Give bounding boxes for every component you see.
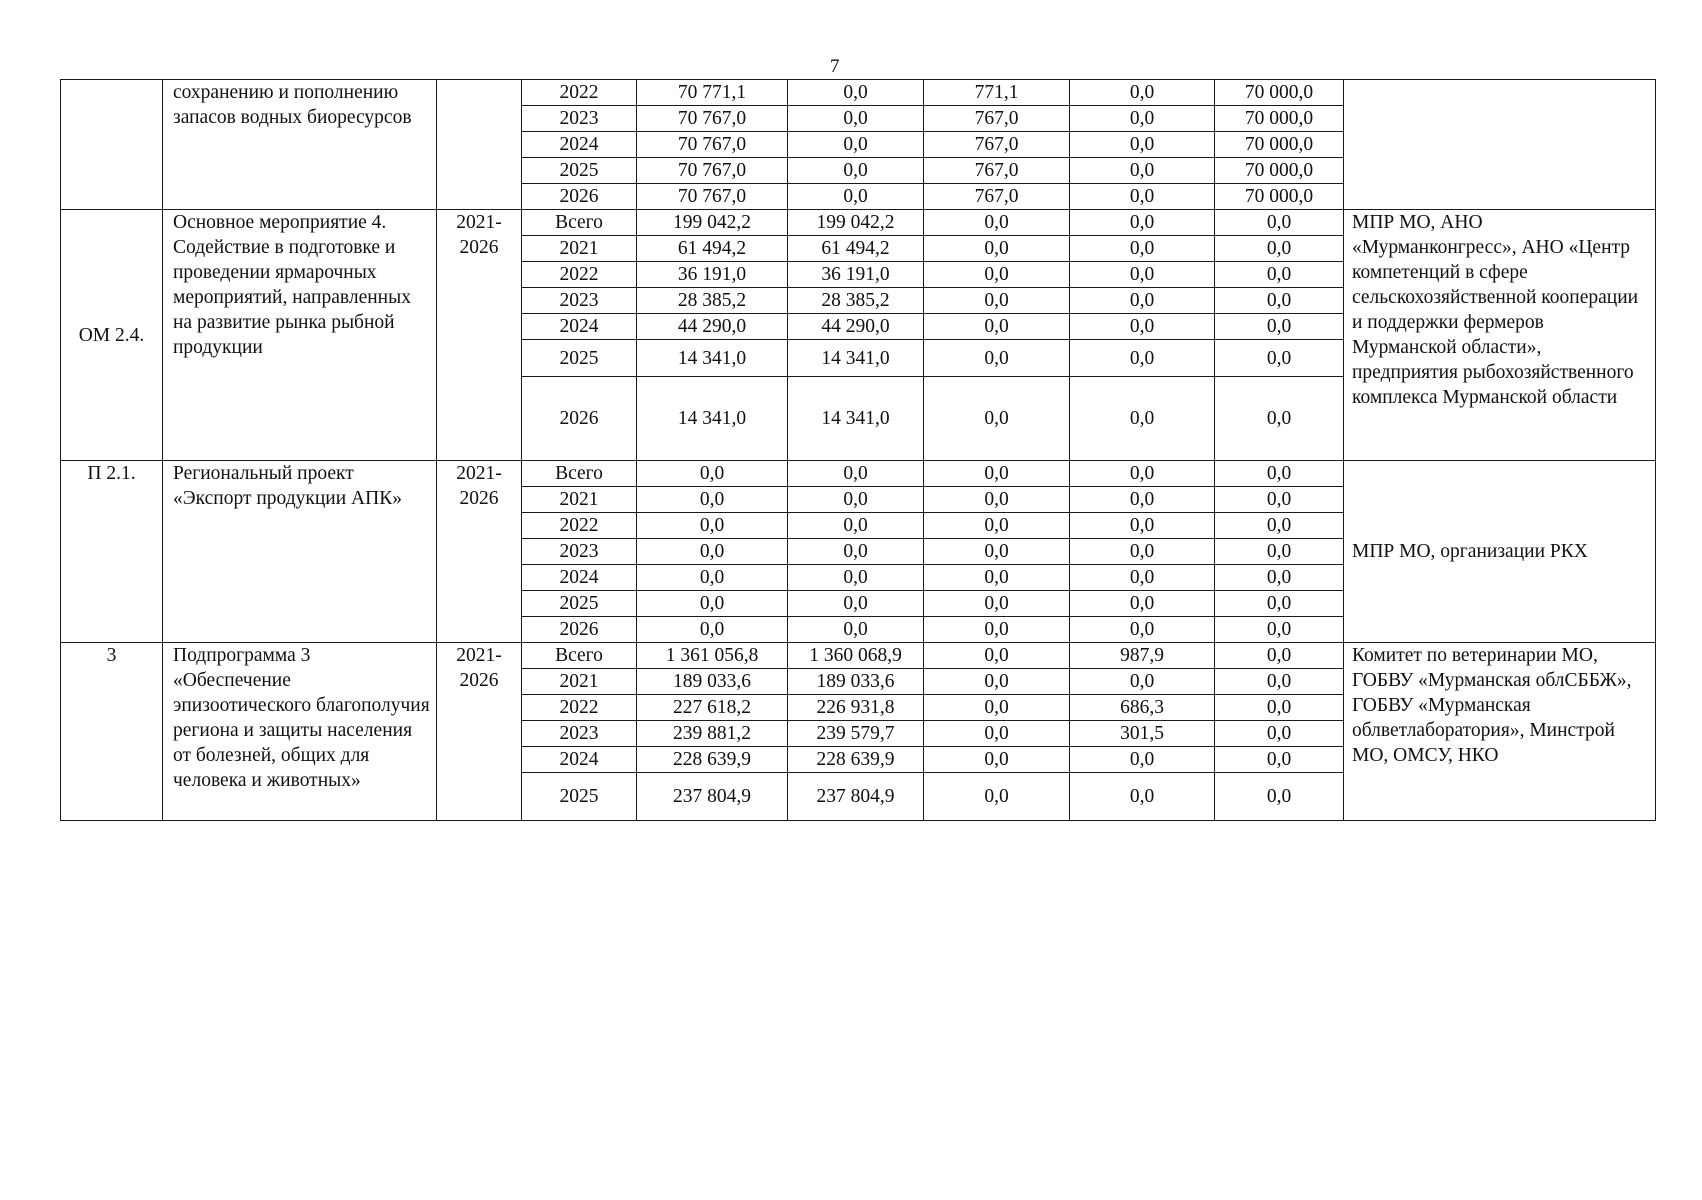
value-cell-c4: 0,0	[1215, 262, 1344, 288]
value-cell-c1: 0,0	[788, 565, 924, 591]
value-cell-c4: 0,0	[1215, 539, 1344, 565]
value-cell-c4: 70 000,0	[1215, 184, 1344, 210]
row-code: ОМ 2.4.	[61, 210, 163, 461]
value-cell-c4: 0,0	[1215, 210, 1344, 236]
value-cell-c4: 70 000,0	[1215, 106, 1344, 132]
value-cell-c3: 0,0	[1070, 132, 1215, 158]
row-year: 2021	[522, 487, 637, 513]
value-cell-c2: 0,0	[924, 721, 1070, 747]
value-cell-c2: 767,0	[924, 184, 1070, 210]
row-year: 2023	[522, 539, 637, 565]
value-cell-total: 0,0	[637, 513, 788, 539]
value-cell-c2: 767,0	[924, 132, 1070, 158]
value-cell-total: 70 767,0	[637, 184, 788, 210]
value-cell-c1: 14 341,0	[788, 377, 924, 461]
value-cell-total: 0,0	[637, 539, 788, 565]
row-period: 2021-2026	[437, 461, 522, 643]
value-cell-c3: 0,0	[1070, 288, 1215, 314]
value-cell-c2: 0,0	[924, 288, 1070, 314]
value-cell-c1: 0,0	[788, 132, 924, 158]
row-year: 2022	[522, 262, 637, 288]
value-cell-c4: 0,0	[1215, 773, 1344, 821]
row-year: 2024	[522, 565, 637, 591]
row-period: 2021-2026	[437, 643, 522, 821]
value-cell-c3: 0,0	[1070, 487, 1215, 513]
table-row	[61, 643, 1656, 669]
value-cell-c3: 0,0	[1070, 80, 1215, 106]
value-cell-total: 0,0	[637, 565, 788, 591]
value-cell-total: 28 385,2	[637, 288, 788, 314]
value-cell-total: 0,0	[637, 591, 788, 617]
value-cell-c1: 237 804,9	[788, 773, 924, 821]
value-cell-c1: 0,0	[788, 106, 924, 132]
row-year: 2024	[522, 747, 637, 773]
value-cell-c3: 0,0	[1070, 747, 1215, 773]
value-cell-c2: 0,0	[924, 236, 1070, 262]
value-cell-c3: 0,0	[1070, 377, 1215, 461]
row-code: П 2.1.	[61, 461, 163, 643]
value-cell-c2: 0,0	[924, 210, 1070, 236]
value-cell-total: 1 361 056,8	[637, 643, 788, 669]
value-cell-c1: 0,0	[788, 617, 924, 643]
value-cell-c1: 14 341,0	[788, 340, 924, 377]
value-cell-c2: 0,0	[924, 669, 1070, 695]
value-cell-c1: 226 931,8	[788, 695, 924, 721]
row-year: 2025	[522, 591, 637, 617]
value-cell-c3: 0,0	[1070, 106, 1215, 132]
value-cell-total: 61 494,2	[637, 236, 788, 262]
value-cell-c1: 189 033,6	[788, 669, 924, 695]
table-row	[61, 210, 1656, 236]
value-cell-c4: 0,0	[1215, 487, 1344, 513]
value-cell-c1: 0,0	[788, 461, 924, 487]
value-cell-c1: 0,0	[788, 80, 924, 106]
row-year: Всего	[522, 461, 637, 487]
value-cell-total: 199 042,2	[637, 210, 788, 236]
value-cell-c1: 61 494,2	[788, 236, 924, 262]
row-year: 2021	[522, 669, 637, 695]
value-cell-total: 0,0	[637, 461, 788, 487]
value-cell-c3: 0,0	[1070, 210, 1215, 236]
value-cell-c3: 0,0	[1070, 591, 1215, 617]
row-executors: Комитет по ветеринарии МО, ГОБВУ «Мурманская облСББЖ», ГОБВУ «Мурманская облветлаборатория», Минстрой МО, ОМСУ, НКО	[1344, 643, 1656, 821]
value-cell-c1: 0,0	[788, 539, 924, 565]
table-body	[61, 80, 1656, 821]
value-cell-c1: 0,0	[788, 513, 924, 539]
value-cell-c4: 0,0	[1215, 565, 1344, 591]
value-cell-c2: 771,1	[924, 80, 1070, 106]
value-cell-c3: 0,0	[1070, 539, 1215, 565]
value-cell-c2: 767,0	[924, 158, 1070, 184]
value-cell-c2: 0,0	[924, 565, 1070, 591]
value-cell-c4: 0,0	[1215, 695, 1344, 721]
value-cell-c2: 0,0	[924, 461, 1070, 487]
value-cell-c2: 0,0	[924, 591, 1070, 617]
value-cell-c1: 239 579,7	[788, 721, 924, 747]
value-cell-c1: 0,0	[788, 184, 924, 210]
value-cell-c4: 0,0	[1215, 721, 1344, 747]
value-cell-c2: 767,0	[924, 106, 1070, 132]
value-cell-c3: 0,0	[1070, 513, 1215, 539]
value-cell-total: 0,0	[637, 617, 788, 643]
value-cell-c1: 44 290,0	[788, 314, 924, 340]
value-cell-c1: 36 191,0	[788, 262, 924, 288]
value-cell-total: 70 771,1	[637, 80, 788, 106]
row-year: 2026	[522, 184, 637, 210]
value-cell-c2: 0,0	[924, 539, 1070, 565]
row-description: Региональный проект «Экспорт продукции АПК»	[163, 461, 437, 643]
value-cell-c3: 0,0	[1070, 184, 1215, 210]
value-cell-c2: 0,0	[924, 773, 1070, 821]
value-cell-c2: 0,0	[924, 262, 1070, 288]
row-year: 2026	[522, 377, 637, 461]
row-code	[61, 80, 163, 210]
row-year: 2025	[522, 158, 637, 184]
value-cell-c2: 0,0	[924, 747, 1070, 773]
value-cell-total: 239 881,2	[637, 721, 788, 747]
row-description: Подпрограмма 3 «Обеспечение эпизоотического благополучия региона и защиты населения от болезней, общих для человека и животных»	[163, 643, 437, 821]
value-cell-c2: 0,0	[924, 377, 1070, 461]
value-cell-total: 0,0	[637, 487, 788, 513]
value-cell-c1: 0,0	[788, 487, 924, 513]
value-cell-total: 44 290,0	[637, 314, 788, 340]
value-cell-total: 70 767,0	[637, 132, 788, 158]
value-cell-c2: 0,0	[924, 617, 1070, 643]
row-year: 2021	[522, 236, 637, 262]
value-cell-c4: 0,0	[1215, 377, 1344, 461]
value-cell-c3: 0,0	[1070, 461, 1215, 487]
value-cell-c3: 0,0	[1070, 669, 1215, 695]
value-cell-total: 189 033,6	[637, 669, 788, 695]
row-executors: МПР МО, организации РКХ	[1344, 461, 1656, 643]
value-cell-c2: 0,0	[924, 695, 1070, 721]
row-description: Основное мероприятие 4. Содействие в подготовке и проведении ярмарочных мероприятий, направленных на развитие рынка рыбной продукции	[163, 210, 437, 461]
value-cell-c2: 0,0	[924, 487, 1070, 513]
row-year: 2025	[522, 340, 637, 377]
value-cell-c3: 0,0	[1070, 617, 1215, 643]
value-cell-total: 14 341,0	[637, 377, 788, 461]
value-cell-c4: 0,0	[1215, 643, 1344, 669]
row-year: 2022	[522, 513, 637, 539]
value-cell-c4: 70 000,0	[1215, 132, 1344, 158]
value-cell-c4: 0,0	[1215, 340, 1344, 377]
value-cell-c3: 301,5	[1070, 721, 1215, 747]
value-cell-c4: 0,0	[1215, 513, 1344, 539]
value-cell-c4: 0,0	[1215, 747, 1344, 773]
value-cell-c1: 199 042,2	[788, 210, 924, 236]
row-year: 2022	[522, 80, 637, 106]
row-executors: МПР МО, АНО «Мурманконгресс», АНО «Центр компетенций в сфере сельскохозяйственной кооперации и поддержки фермеров Мурманской области», предприятия рыбохозяйственного комплекса Мурманской области	[1344, 210, 1656, 461]
value-cell-c4: 0,0	[1215, 461, 1344, 487]
value-cell-c3: 0,0	[1070, 565, 1215, 591]
value-cell-c3: 0,0	[1070, 236, 1215, 262]
row-year: 2023	[522, 721, 637, 747]
value-cell-c2: 0,0	[924, 340, 1070, 377]
value-cell-c1: 228 639,9	[788, 747, 924, 773]
value-cell-c4: 0,0	[1215, 288, 1344, 314]
row-executors	[1344, 80, 1656, 210]
value-cell-c4: 70 000,0	[1215, 80, 1344, 106]
value-cell-total: 70 767,0	[637, 158, 788, 184]
value-cell-c3: 0,0	[1070, 314, 1215, 340]
row-year: 2024	[522, 132, 637, 158]
value-cell-total: 14 341,0	[637, 340, 788, 377]
value-cell-c4: 0,0	[1215, 591, 1344, 617]
value-cell-c3: 0,0	[1070, 773, 1215, 821]
row-year: 2026	[522, 617, 637, 643]
value-cell-total: 227 618,2	[637, 695, 788, 721]
value-cell-c1: 0,0	[788, 591, 924, 617]
table-row	[61, 461, 1656, 487]
row-year: Всего	[522, 643, 637, 669]
value-cell-c2: 0,0	[924, 513, 1070, 539]
value-cell-c3: 0,0	[1070, 262, 1215, 288]
row-period: 2021-2026	[437, 210, 522, 461]
value-cell-c1: 1 360 068,9	[788, 643, 924, 669]
value-cell-c4: 0,0	[1215, 617, 1344, 643]
row-year: 2023	[522, 106, 637, 132]
row-year: Всего	[522, 210, 637, 236]
value-cell-c3: 686,3	[1070, 695, 1215, 721]
value-cell-c1: 28 385,2	[788, 288, 924, 314]
value-cell-c3: 0,0	[1070, 340, 1215, 377]
value-cell-total: 36 191,0	[637, 262, 788, 288]
value-cell-c3: 0,0	[1070, 158, 1215, 184]
value-cell-c3: 987,9	[1070, 643, 1215, 669]
value-cell-total: 237 804,9	[637, 773, 788, 821]
row-year: 2024	[522, 314, 637, 340]
value-cell-c4: 0,0	[1215, 236, 1344, 262]
value-cell-c4: 0,0	[1215, 314, 1344, 340]
value-cell-c1: 0,0	[788, 158, 924, 184]
row-year: 2022	[522, 695, 637, 721]
row-code: 3	[61, 643, 163, 821]
value-cell-total: 228 639,9	[637, 747, 788, 773]
value-cell-c2: 0,0	[924, 643, 1070, 669]
row-year: 2025	[522, 773, 637, 821]
budget-table	[60, 79, 1656, 821]
row-year: 2023	[522, 288, 637, 314]
page-number: 7	[830, 56, 840, 77]
value-cell-c4: 70 000,0	[1215, 158, 1344, 184]
value-cell-total: 70 767,0	[637, 106, 788, 132]
table-row	[61, 80, 1656, 106]
value-cell-c2: 0,0	[924, 314, 1070, 340]
row-period	[437, 80, 522, 210]
value-cell-c4: 0,0	[1215, 669, 1344, 695]
budget-table-container	[60, 79, 1655, 821]
row-description: сохранению и пополнению запасов водных биоресурсов	[163, 80, 437, 210]
